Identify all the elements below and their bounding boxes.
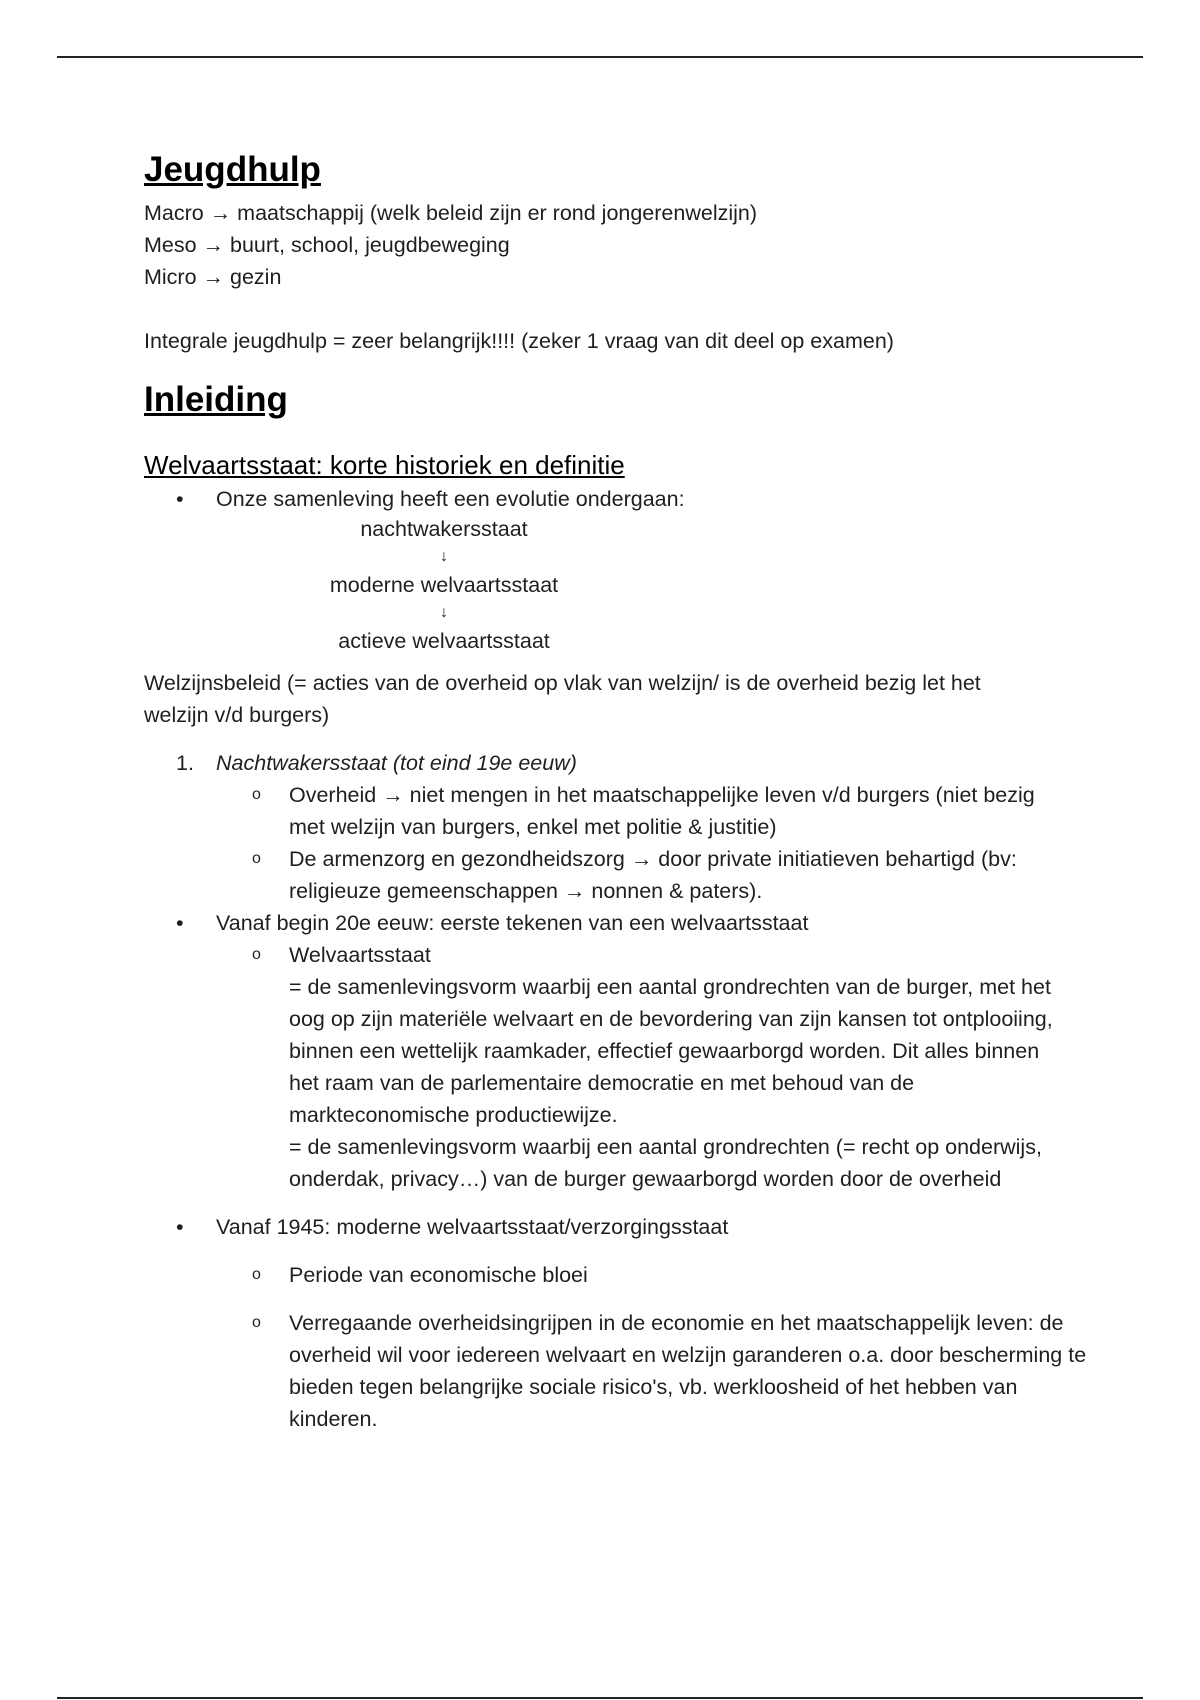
intro-line-micro: Micro → gezin	[144, 265, 282, 289]
bullet-1945-text: Vanaf 1945: moderne welvaartsstaat/verzorgingsstaat	[216, 1215, 729, 1239]
circle-marker: o	[252, 1266, 261, 1283]
bullet-20e-text: Vanaf begin 20e eeuw: eerste tekenen van een welvaartsstaat	[216, 911, 809, 935]
header-rule	[57, 56, 1143, 58]
list-item	[144, 1211, 1064, 1243]
list-item	[144, 483, 1064, 515]
list-item	[144, 843, 1069, 907]
circle-marker: o	[252, 850, 261, 867]
evolution-flow	[144, 515, 744, 655]
list-item	[144, 1259, 1064, 1291]
circle-marker: o	[252, 1314, 261, 1331]
welzijnsbeleid-paragraph: Welzijnsbeleid (= acties van de overheid op vlak van welzijn/ is de overheid bezig let het welzijn v/d burgers)	[144, 671, 981, 727]
circle-marker: o	[252, 946, 261, 963]
sub-text: Overheid → niet mengen in het maatschappelijke leven v/d burgers (niet bezig met welzijn van burgers, enkel met politie & justitie)	[289, 783, 1035, 839]
numbered-text: Nachtwakersstaat (tot eind 19e eeuw)	[216, 751, 577, 775]
page-title: Jeugdhulp	[144, 150, 321, 189]
flow-step-1: nachtwakersstaat	[360, 517, 528, 541]
bullet-marker: •	[176, 911, 184, 935]
subsection-title: Welvaartsstaat: korte historiek en definitie	[144, 450, 625, 480]
welvaartsstaat-definition-2: = de samenlevingsvorm waarbij een aantal grondrechten (= recht op onderwijs, onderdak, privacy…) van de burger gewaarborgd worden door de overheid	[289, 1135, 1042, 1191]
list-item	[144, 1307, 1089, 1435]
list-item	[144, 939, 1074, 1195]
integrale-note: Integrale jeugdhulp = zeer belangrijk!!!! (zeker 1 vraag van dit deel op examen)	[144, 329, 894, 353]
numbered-item	[144, 747, 1064, 779]
evolution-text: Onze samenleving heeft een evolutie ondergaan:	[216, 487, 685, 511]
sub-text: Periode van economische bloei	[289, 1263, 588, 1287]
section-title: Inleiding	[144, 380, 288, 419]
flow-step-2: moderne welvaartsstaat	[329, 573, 559, 597]
number-marker: 1.	[176, 751, 194, 775]
welvaartsstaat-label: Welvaartsstaat	[289, 943, 431, 967]
flow-step-3: actieve welvaartsstaat	[338, 629, 550, 653]
list-item	[144, 779, 1049, 843]
intro-line-meso: Meso → buurt, school, jeugdbeweging	[144, 233, 510, 257]
intro-line-macro: Macro → maatschappij (welk beleid zijn er rond jongerenwelzijn)	[144, 201, 758, 225]
document-page	[144, 145, 1087, 1435]
welvaartsstaat-definition-1: = de samenlevingsvorm waarbij een aantal grondrechten van de burger, met het oog op zijn materiële welvaart en de bevordering van zijn kansen tot ontplooiing, binnen een wettelijk raamkader, effectief gewaarborgd worden. Dit alles binnen het raam van de parlementaire democratie en met behoud van de markteconomische productiewijze.	[289, 975, 1053, 1127]
circle-marker: o	[252, 786, 261, 803]
sub-text: De armenzorg en gezondheidszorg → door private initiatieven behartigd (bv: religieuze gemeenschappen → nonnen & paters).	[289, 847, 1017, 903]
down-arrow-icon: ↓	[440, 604, 448, 621]
bullet-marker: •	[176, 487, 184, 511]
footer-rule	[57, 1697, 1143, 1699]
bullet-marker: •	[176, 1215, 184, 1239]
list-item	[144, 907, 1064, 939]
down-arrow-icon: ↓	[440, 548, 448, 565]
sub-text: Verregaande overheidsingrijpen in de economie en het maatschappelijk leven: de overheid wil voor iedereen welvaart en welzijn garanderen o.a. door bescherming te bieden tegen belangrijke sociale risico's, vb. werkloosheid of het hebben van kinderen.	[289, 1311, 1087, 1431]
